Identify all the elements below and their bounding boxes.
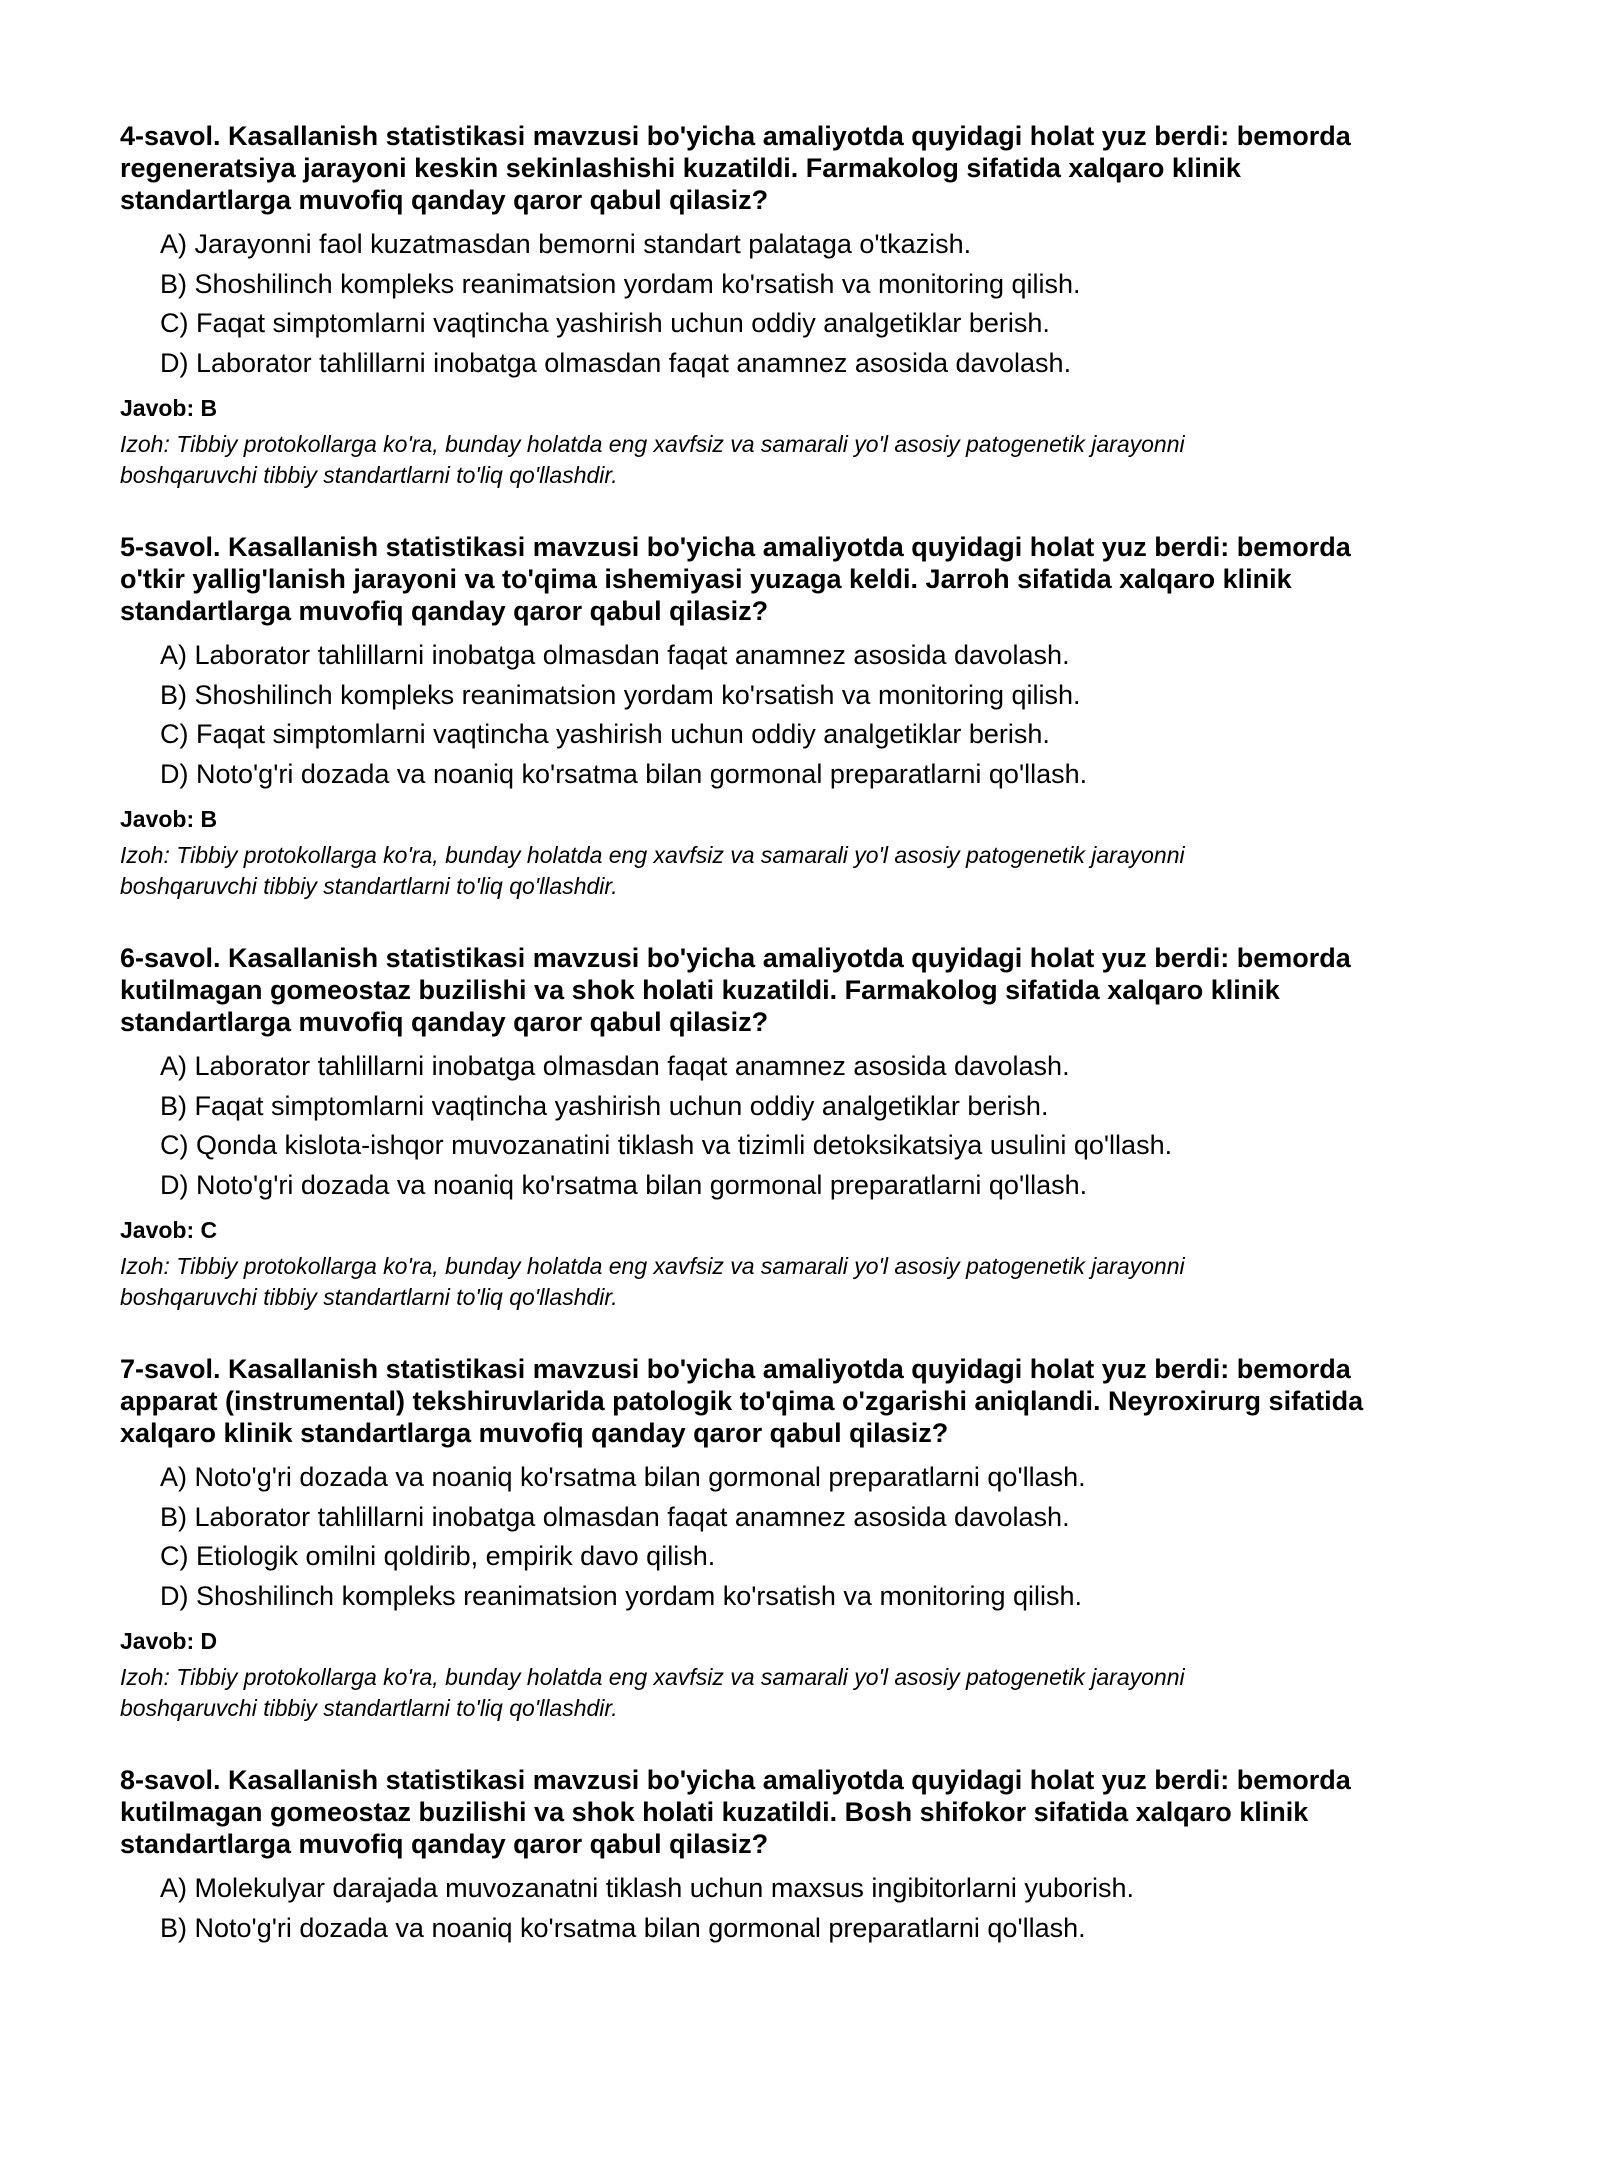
option-a: A) Jarayonni faol kuzatmasdan bemorni standart palataga o'tkazish. — [160, 229, 972, 259]
option-b: B) Shoshilinch kompleks reanimatsion yordam ko'rsatish va monitoring qilish. — [160, 679, 1081, 710]
question-title: 4-savol. Kasallanish statistikasi mavzusi bo'yicha amaliyotda quyidagi holat yuz berdi: bemorda regeneratsiya jarayoni keskin sekinlashishi kuzatildi. Farmakolog sifatida xalqaro klinik standartlarga muvofiq qanday qaror qabul qilasiz? — [120, 121, 1351, 215]
options-list — [120, 1458, 1480, 1616]
answer-line: Javob: B — [120, 395, 218, 421]
question-title: 7-savol. Kasallanish statistikasi mavzusi bo'yicha amaliyotda quyidagi holat yuz berdi: bemorda apparat (instrumental) tekshiruvlarida patologik to'qima o'zgarishi aniqlandi. Neyroxirurg sifatida xalqaro klinik standartlarga muvofiq qanday qaror qabul qilasiz? — [120, 1354, 1364, 1448]
option-b: B) Faqat simptomlarni vaqtincha yashirish uchun oddiy analgetiklar berish. — [160, 1090, 1049, 1121]
explanation-note: Izoh: Tibbiy protokollarga ko'ra, bunday holatda eng xavfsiz va samarali yo'l asosiy patogenetik jarayonni boshqaruvchi tibbiy standartlarni to'liq qo'llashdir. — [120, 842, 1185, 899]
options-list — [120, 1869, 1480, 1948]
option-a: A) Laborator tahlillarni inobatga olmasdan faqat anamnez asosida davolash. — [160, 640, 1070, 670]
options-list — [120, 636, 1480, 794]
question-title: 6-savol. Kasallanish statistikasi mavzusi bo'yicha amaliyotda quyidagi holat yuz berdi: bemorda kutilmagan gomeostaz buzilishi va shok holati kuzatildi. Farmakolog sifatida xalqaro klinik standartlarga muvofiq qanday qaror qabul qilasiz? — [120, 943, 1351, 1037]
question-block — [120, 531, 1480, 942]
answer-line: Javob: B — [120, 806, 218, 832]
explanation-note: Izoh: Tibbiy protokollarga ko'ra, bunday holatda eng xavfsiz va samarali yo'l asosiy patogenetik jarayonni boshqaruvchi tibbiy standartlarni to'liq qo'llashdir. — [120, 1253, 1185, 1310]
option-d: D) Noto'g'ri dozada va noaniq ko'rsatma bilan gormonal preparatlarni qo'llash. — [160, 758, 1088, 789]
option-c: C) Etiologik omilni qoldirib, empirik davo qilish. — [160, 1541, 716, 1571]
option-c: C) Faqat simptomlarni vaqtincha yashirish uchun oddiy analgetiklar berish. — [160, 719, 1050, 749]
option-a: A) Laborator tahlillarni inobatga olmasdan faqat anamnez asosida davolash. — [160, 1051, 1070, 1081]
option-b: B) Shoshilinch kompleks reanimatsion yordam ko'rsatish va monitoring qilish. — [160, 268, 1081, 299]
options-list — [120, 1047, 1480, 1205]
question-title: 8-savol. Kasallanish statistikasi mavzusi bo'yicha amaliyotda quyidagi holat yuz berdi: bemorda kutilmagan gomeostaz buzilishi va shok holati kuzatildi. Bosh shifokor sifatida xalqaro klinik standartlarga muvofiq qanday qaror qabul qilasiz? — [120, 1765, 1351, 1859]
option-b: B) Noto'g'ri dozada va noaniq ko'rsatma bilan gormonal preparatlarni qo'llash. — [160, 1912, 1086, 1943]
option-d: D) Noto'g'ri dozada va noaniq ko'rsatma bilan gormonal preparatlarni qo'llash. — [160, 1169, 1088, 1200]
answer-line: Javob: D — [120, 1628, 218, 1654]
option-d: D) Shoshilinch kompleks reanimatsion yordam ko'rsatish va monitoring qilish. — [160, 1580, 1083, 1611]
option-c: C) Faqat simptomlarni vaqtincha yashirish uchun oddiy analgetiklar berish. — [160, 308, 1050, 338]
document-page — [120, 120, 1480, 2175]
option-a: A) Noto'g'ri dozada va noaniq ko'rsatma bilan gormonal preparatlarni qo'llash. — [160, 1462, 1086, 1492]
answer-line: Javob: C — [120, 1217, 218, 1243]
question-block — [120, 942, 1480, 1353]
options-list — [120, 225, 1480, 383]
question-title: 5-savol. Kasallanish statistikasi mavzusi bo'yicha amaliyotda quyidagi holat yuz berdi: bemorda o'tkir yallig'lanish jarayoni va to'qima ishemiyasi yuzaga keldi. Jarroh sifatida xalqaro klinik standartlarga muvofiq qanday qaror qabul qilasiz? — [120, 532, 1351, 626]
question-block — [120, 1764, 1480, 2175]
question-block — [120, 120, 1480, 531]
option-d: D) Laborator tahlillarni inobatga olmasdan faqat anamnez asosida davolash. — [160, 347, 1072, 378]
option-c: C) Qonda kislota-ishqor muvozanatini tiklash va tizimli detoksikatsiya usulini qo'llash. — [160, 1130, 1173, 1160]
option-b: B) Laborator tahlillarni inobatga olmasdan faqat anamnez asosida davolash. — [160, 1501, 1070, 1532]
question-block — [120, 1353, 1480, 1764]
option-a: A) Molekulyar darajada muvozanatni tiklash uchun maxsus ingibitorlarni yuborish. — [160, 1873, 1134, 1903]
explanation-note: Izoh: Tibbiy protokollarga ko'ra, bunday holatda eng xavfsiz va samarali yo'l asosiy patogenetik jarayonni boshqaruvchi tibbiy standartlarni to'liq qo'llashdir. — [120, 1664, 1185, 1721]
explanation-note: Izoh: Tibbiy protokollarga ko'ra, bunday holatda eng xavfsiz va samarali yo'l asosiy patogenetik jarayonni boshqaruvchi tibbiy standartlarni to'liq qo'llashdir. — [120, 431, 1185, 488]
